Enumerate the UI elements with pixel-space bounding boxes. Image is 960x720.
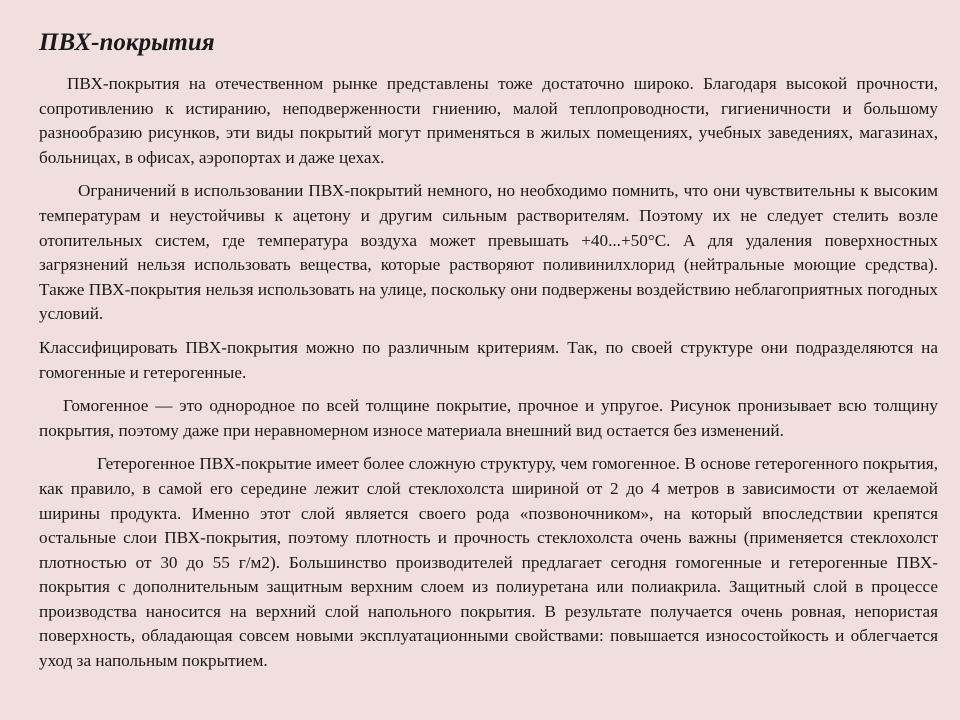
paragraph-intro: ПВХ-покрытия на отечественном рынке представлены тоже достаточно широко. Благодаря высокой прочности, сопротивлению к истиранию, неподверженности гниению, малой теплопроводности, гигиеничности и большому разнообразию рисунков, эти виды покрытий могут применяться в жилых помещениях, учебных заведениях, магазинах, больницах, в офисах, аэропортах и даже цехах. <box>39 74 938 167</box>
paragraph-limitations: Ограничений в использовании ПВХ-покрытий немного, но необходимо помнить, что они чувствительны к высоким температурам и неустойчивы к ацетону и другим сильным растворителям. Поэтому их не следует стелить возле отопительных систем, где температура воздуха может превышать +40...+50°С. А для удаления поверхностных загрязнений нельзя использовать вещества, которые растворяют поливинилхлорид (нейтральные моющие средства). Также ПВХ-покрытия нельзя использовать на улице, поскольку они подвержены воздействию неблагоприятных погодных условий. <box>39 181 938 324</box>
slide-title: ПВХ-покрытия <box>39 29 215 56</box>
paragraph-homogeneous: Гомогенное — это однородное по всей толщине покрытие, прочное и упругое. Рисунок пронизывает всю толщину покрытия, поэтому даже при неравномерном износе материала внешний вид остается без изменений. <box>39 396 938 440</box>
paragraph-heterogeneous: Гетерогенное ПВХ-покрытие имеет более сложную структуру, чем гомогенное. В основе гетерогенного покрытия, как правило, в самой его середине лежит слой стеклохолста шириной от 2 до 4 метров в зависимости от желаемой ширины продукта. Именно этот слой является своего рода «позвоночником», на который впоследствии крепятся остальные слои ПВХ-покрытия, поэтому плотность и прочность стеклохолста очень важны (применяется стеклохолст плотностью от 30 до 55 г/м2). Большинство производителей предлагает сегодня гомогенные и гетерогенные ПВХ-покрытия с дополнительным защитным верхним слоем из полиуретана или полиакрила. Защитный слой в процессе производства наносится на верхний слой напольного покрытия. В результате получается очень ровная, непористая поверхность, обладающая совсем новыми эксплуатационными свойствами: повышается износостойкость и облегчается уход за напольным покрытием. <box>39 454 938 671</box>
paragraph-classification: Классифицировать ПВХ-покрытия можно по различным критериям. Так, по своей структуре они подразделяются на гомогенные и гетерогенные. <box>39 337 938 382</box>
